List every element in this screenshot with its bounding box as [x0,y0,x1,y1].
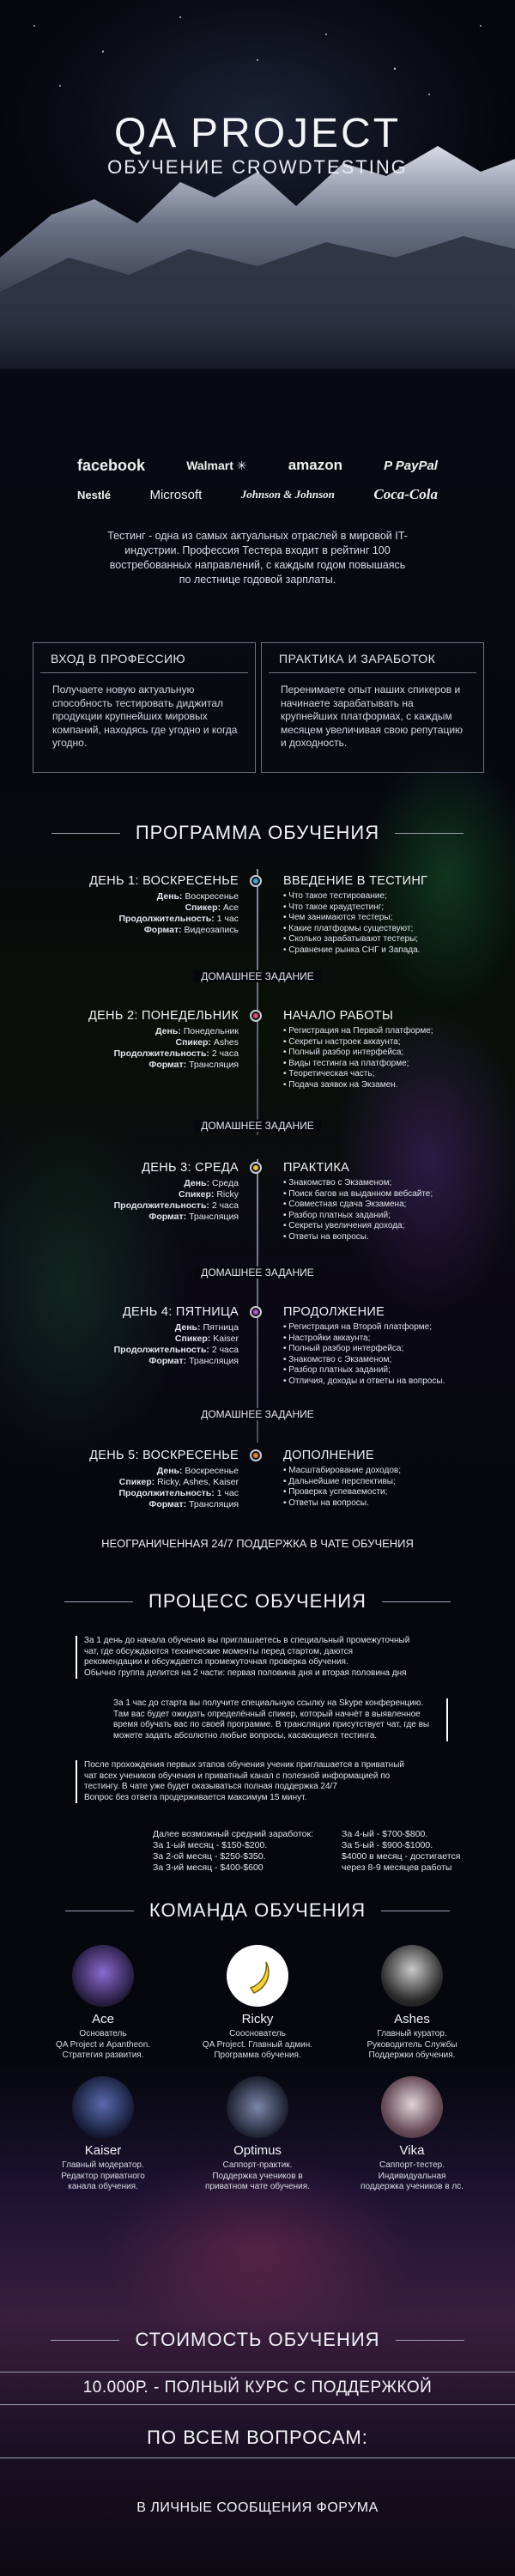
day-name: Воскресенье [185,891,239,902]
homework-label: ДОМАШНЕЕ ЗАДАНИЕ [0,970,515,982]
day-name: Понедельник [183,1026,239,1036]
avatar [72,1945,134,2007]
day-heading: ДЕНЬ 4: ПЯТНИЦА [122,1305,239,1319]
team-member-ace: Ace Основатель QA Project и Apantheon. Стратегия развития. [34,1945,172,2062]
career-entry-box [33,642,256,773]
intro-text: Тестинг - одна из самых актуальных отраслей в мировой IT-индустрии. Профессия Тестера входит в рейтинг 100 востребованных направлений, с каждым годом повышаясь по лестнице годовой зарплаты. [107,530,408,586]
topic-item: • Секреты увеличения дохода; [283,1221,405,1231]
topic-item: • Регистрация на Первой платформе; [283,1026,433,1036]
divider [0,2404,515,2405]
timeline-dot [250,875,262,887]
nestle-logo: Nestlé [77,488,112,501]
duration-value: 1 час [216,1488,239,1498]
timeline-line [257,869,258,1135]
homework-label: ДОМАШНЕЕ ЗАДАНИЕ [0,1120,515,1132]
timeline-dot [250,1010,262,1022]
box-text: Перенимаете опыт наших спикеров и начинаете зарабатывать на крупнейших платформах, с каждым месяцем увеличивая свою репутацию и доходность. [281,683,464,749]
speaker-name: Ricky, Ashes, Kaiser [157,1477,239,1487]
topic-item: • Виды тестинга на платформе; [283,1058,409,1068]
speaker-name: Ricky [216,1189,239,1200]
topic-item: • Знакомство с Экзаменом; [283,1354,392,1364]
avatar [227,1945,288,2007]
topic-item: • Ответы на вопросы. [283,1231,369,1242]
support-banner: НЕОГРАНИЧЕННАЯ 24/7 ПОДДЕРЖКА В ЧАТЕ ОБУЧЕНИЯ [101,1537,414,1550]
topic-item: • Сколько зарабатывают тестеры; [283,934,419,945]
team-member-kaiser: Kaiser Главный модератор. Редактор приватного канала обучения. [34,2076,172,2193]
topic-item: • Какие платформы существуют; [283,923,414,933]
box-text: Получаете новую актуальную способность тестировать диджитал продукции крупнейших мировых компаний, находясь где угодно и когда угодно. [52,683,238,749]
program-title: ПРОГРАММА ОБУЧЕНИЯ [135,822,380,843]
team-title: КОМАНДА ОБУЧЕНИЯ [148,1899,367,1921]
topic-item: • Чем занимаются тестеры; [283,913,393,923]
day-heading: ДЕНЬ 3: СРЕДА [142,1161,239,1175]
topic-item: • Теоретическая часть; [283,1069,375,1079]
team-member-ashes: Ashes Главный куратор. Руководитель Службы Поддержки обучения. [343,1945,481,2062]
banana-icon [227,1945,288,2007]
timeline-line [257,1159,258,1443]
topic-item: • Подача заявок на Экзамен. [283,1079,398,1090]
topic-item: • Секреты настроек аккаунта; [283,1036,401,1047]
timeline-dot [250,1306,262,1318]
topic-item: • Знакомство с Экзаменом; [283,1178,392,1188]
topic-item: • Что такое тестирование; [283,891,387,901]
hero-title: QA PROJECT [113,111,402,156]
speaker-name: Ace [222,902,239,913]
topic-item: • Дальнейшие перспективы; [283,1476,396,1486]
timeline-dot [250,1162,262,1174]
mountain-illustration [0,0,515,369]
day-name: Пятница [203,1322,239,1333]
hero-banner [0,0,515,369]
landing-page: QA PROJECT ОБУЧЕНИЕ CROWDTESTING facebook Walmart ✳ amazon P PayPal Nestlé Microsoft Johnson & Johnson Coca-Cola Тестинг - одна из самых актуальных отраслей в мировой IT-индустрии. Профессия Тестера входит в рейтинг 100 востребованных направлений, с каждым годом повышаясь по лестнице годовой зарплаты. ВХОД В ПРОФЕССИЮ Получаете новую актуальную способность тестировать диджитал продукции крупнейших мировых компаний, находясь где угодно и когда угодно. ПРАКТИКА И ЗАРАБОТОК Перенимаете опыт наших спикеров и начинаете зарабатывать на крупнейших платформах, с каждым месяцем увеличивая свою репутацию и доходность. ПРОГРАММА ОБУЧЕНИЯ ДЕНЬ 1: ВОСКРЕСЕНЬЕ День: Воскресенье Спикер: Ace Продолжительность: 1 час Формат: Видеозапись ВВЕДЕНИЕ В ТЕСТИНГ • Что такое тестирование; • Что такое краудтестинг; • Чем занимаются тестеры; • Какие платформы существуют; • Сколько зарабатывают тестеры; • Сравнение рынка СНГ и Запада. ДОМАШНЕЕ ЗАДАНИЕ ДЕНЬ 2: ПОНЕДЕЛЬНИК День: Понедельник Спикер: Ashes Продолжительность: 2 часа Формат: Трансляция НАЧАЛО РАБОТЫ • Регистрация на Первой платформе; • Секреты настроек аккаунта; • Полный разбор интерфейса; • Виды тестинга на платформе; • Теоретическая часть; • Подача заявок на Экзамен. ДОМАШНЕЕ ЗАДАНИЕ ДЕНЬ 3: СРЕДА День: Среда Спикер: Ricky Продолжительность: 2 часа Формат: Трансляция ПРАКТИКА • Знакомство с Экзаменом; • Поиск багов на выданном вебсайте; • Совместная сдача Экзамена; • Разбор платных заданий; • Секреты увеличения дохода; • Ответы на вопросы. ДОМАШНЕЕ ЗАДАНИЕ ДЕНЬ 4: ПЯТНИЦА День: Пятница Спикер: Kaiser Продолжительность: 2 часа Формат: Трансляция ПРОДОЛЖЕНИЕ • Регистрация на Второй платформе; • Настройки аккаунта; • Полный разбор интерфейса; • Знакомство с Экзаменом; • Разбор платных заданий; • Отличия, доходы и ответы на вопросы. ДОМАШНЕЕ ЗАДАНИЕ ДЕНЬ 5: ВОСКРЕСЕНЬЕ День: Воскресенье Спикер: Ricky, Ashes, Kaiser Продолжительность: 1 час Формат: Трансляция ДОПОЛНЕНИЕ • Масштабирование доходов; • Дальнейшие перспективы; • Проверка успеваемости; • Ответы на вопросы. НЕОГРАНИЧЕННАЯ 24/7 ПОДДЕРЖКА В ЧАТЕ ОБУЧЕНИЯ ПРОЦЕСС ОБУЧЕНИЯ За 1 день до начала обучения вы приглашаетесь в специальный промежуточный чат, где обсуждаются технические моменты перед стартом, даются рекомендации и обсуждается промежуточная проверка обучения. Обычно группа делится на 2 части: первая половина дня и вторая половина дня За 1 час до старта вы получите специальную ссылку на Skype конференцию. Там вас будет ожидать определённый спикер, который начнёт в выявленное время обучать вас по своей программе. В трансляции присутствует чат, где вы можете задать абсолютно любые вопросы, касающиеся тестинга. После прохождения первых этапов обучения ученик приглашается в приватный чат всех учеников обучения и приватный канал с полезной информацией по тестингу. В чате уже будет оказываться полная поддержка 24/7 Вопрос без ответа продерживается максимум 15 минут. Далее возможный средний заработок: За 1-ый месяц - $150-$200. За 2-ой месяц - $250-$350. За 3-ий месяц - $400-$600 За 4-ый - $700-$800. За 5-ый - $900-$1000. $4000 в месяц - достигается через 8-9 месяцев работы КОМАНДА ОБУЧЕНИЯ Ace Основатель QA Project и Apantheon. Стратегия развития. Ricky Сооснователь QA Project. Главный админ. Программа обучения. Ashes Главный куратор. Руководитель Службы Поддержки обучения. Kaiser Главный модератор. Редактор приватного канала обучения. Optimus Саппорт-практик. Поддержка учеников в приватном чате обучения. Vika Саппорт-тестер. Индивидуальная поддержка учеников в лс. СТОИМОСТЬ ОБУЧЕНИЯ 10.000Р. - ПОЛНЫЙ КУРС С ПОДДЕРЖКОЙ ПО ВСЕМ ВОПРОСАМ: В ЛИЧНЫЕ СООБЩЕНИЯ ФОРУМА [0,0,515,2576]
box-title: ВХОД В ПРОФЕССИЮ [40,643,248,673]
process-step-1: За 1 день до начала обучения вы приглашаетесь в специальный промежуточный чат, где обсуждаются технические моменты перед стартом, даются рекомендации и обсуждается промежуточная проверка обучения. Обычно группа делится на 2 части: первая половина дня и вторая половина дня [76,1636,427,1679]
day-heading: ДЕНЬ 2: ПОНЕДЕЛЬНИК [88,1009,239,1023]
topic-item: • Настройки аккаунта; [283,1333,371,1343]
duration-value: 2 часа [211,1200,239,1211]
price-heading [0,2327,515,2353]
topic-item: • Ответы на вопросы. [283,1498,369,1508]
topic-item: • Разбор платных заданий; [283,1210,391,1220]
topic-item: • Отличия, доходы и ответы на вопросы. [283,1376,445,1386]
topic-heading: ВВЕДЕНИЕ В ТЕСТИНГ [283,874,428,888]
process-step-3: После прохождения первых этапов обучения ученик приглашается в приватный чат всех учеников обучения и приватный канал с полезной информацией по тестингу. В чате уже будет оказываться полная поддержка 24/7 Вопрос без ответа продерживается максимум 15 минут. [76,1760,427,1803]
day-heading: ДЕНЬ 1: ВОСКРЕСЕНЬЕ [89,874,239,888]
topic-item: • Разбор платных заданий; [283,1365,391,1376]
duration-value: 1 час [216,914,239,924]
price-title: СТОИМОСТЬ ОБУЧЕНИЯ [135,2329,380,2350]
format-value: Видеозапись [184,925,239,935]
timeline-dot [250,1449,262,1461]
practice-earnings-box [261,642,484,773]
paypal-logo: P PayPal [384,458,438,473]
team-member-ricky: Ricky Сооснователь QA Project. Главный админ. Программа обучения. [189,1945,326,2062]
box-title: ПРАКТИКА И ЗАРАБОТОК [269,643,476,673]
topic-item: • Масштабирование доходов; [283,1466,401,1475]
avatar [72,2076,134,2138]
process-step-2: За 1 час до старта вы получите специальную ссылку на Skype конференцию. Там вас будет ожидать определённый спикер, который начнёт в выявленное время обучать вас по своей программе. В трансляции присутствует чат, где вы можете задать абсолютно любые вопросы, касающиеся тестинга. [113,1698,448,1741]
duration-value: 2 часа [211,1345,239,1355]
homework-label: ДОМАШНЕЕ ЗАДАНИЕ [0,1408,515,1420]
format-value: Трансляция [189,1212,239,1222]
day-name: Среда [212,1178,239,1188]
speaker-name: Ashes [213,1037,239,1048]
contacts-text: В ЛИЧНЫЕ СООБЩЕНИЯ ФОРУМА [136,2500,379,2515]
format-value: Трансляция [189,1499,239,1510]
salary-left: Далее возможный средний заработок: За 1-ый месяц - $150-$200. За 2-ой месяц - $250-$350. За 3-ий месяц - $400-$600 [153,1829,314,1873]
johnson-logo: Johnson & Johnson [240,488,335,501]
facebook-logo: facebook [77,456,146,474]
cocacola-logo: Coca-Cola [373,486,438,502]
duration-value: 2 часа [211,1048,239,1059]
day-name: Воскресенье [185,1466,239,1476]
microsoft-logo: Microsoft [149,487,203,502]
topic-item: • Сравнение рынка СНГ и Запада. [283,945,421,955]
salary-right: За 4-ый - $700-$800. За 5-ый - $900-$1000. $4000 в месяц - достигается через 8-9 месяцев работы [342,1829,461,1873]
topic-item: • Поиск багов на выданном вебсайте; [283,1188,433,1199]
avatar [381,2076,443,2138]
price-text: 10.000Р. - ПОЛНЫЙ КУРС С ПОДДЕРЖКОЙ [82,2379,433,2397]
team-member-optimus: Optimus Саппорт-практик. Поддержка учеников в приватном чате обучения. [189,2076,326,2193]
format-value: Трансляция [189,1356,239,1366]
topic-item: • Полный разбор интерфейса; [283,1344,404,1354]
team-heading [0,1898,515,1923]
program-heading [0,820,515,846]
avatar [227,2076,288,2138]
topic-item: • Совместная сдача Экзамена; [283,1200,407,1210]
topic-heading: ПРОДОЛЖЕНИЕ [283,1305,385,1319]
topic-item: • Проверка успеваемости; [283,1487,388,1498]
contacts-title: ПО ВСЕМ ВОПРОСАМ: [147,2427,368,2448]
team-member-vika: Vika Саппорт-тестер. Индивидуальная поддержка учеников в лс. [343,2076,481,2193]
topic-item: • Регистрация на Второй платформе; [283,1322,432,1332]
homework-label: ДОМАШНЕЕ ЗАДАНИЕ [0,1267,515,1279]
topic-item: • Что такое краудтестинг; [283,902,385,912]
day-heading: ДЕНЬ 5: ВОСКРЕСЕНЬЕ [89,1449,239,1462]
topic-heading: НАЧАЛО РАБОТЫ [283,1009,394,1023]
topic-heading: ПРАКТИКА [283,1161,350,1175]
partner-logos [77,451,438,509]
process-title: ПРОЦЕСС ОБУЧЕНИЯ [148,1590,367,1612]
walmart-logo: Walmart ✳ [186,458,247,472]
process-heading [0,1589,515,1614]
amazon-logo: amazon [288,457,342,473]
speaker-name: Kaiser [213,1334,239,1344]
topic-item: • Полный разбор интерфейса; [283,1048,404,1058]
hero-subtitle: ОБУЧЕНИЕ CROWDTESTING [107,156,408,178]
avatar [381,1945,443,2007]
format-value: Трансляция [189,1060,239,1070]
topic-heading: ДОПОЛНЕНИЕ [283,1449,374,1462]
